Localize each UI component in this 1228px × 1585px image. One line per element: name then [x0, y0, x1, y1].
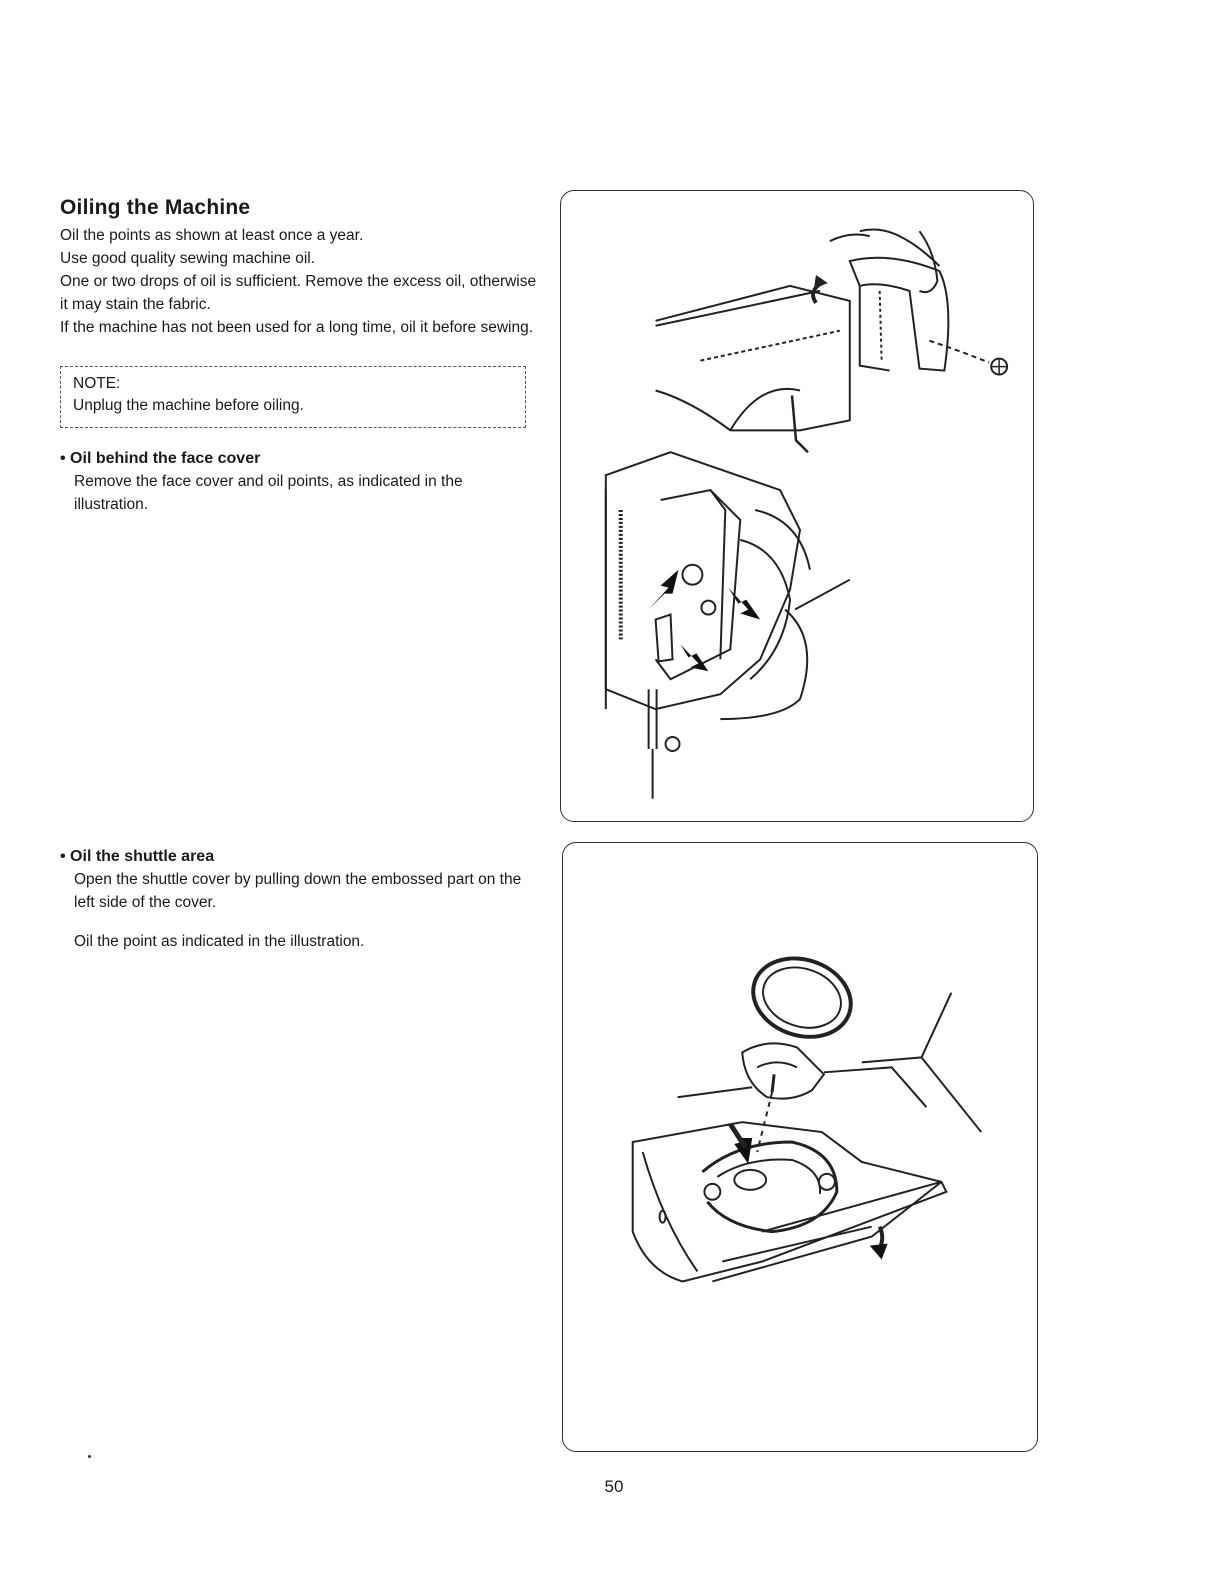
- section-shuttle-area: [60, 846, 530, 953]
- section-paragraph: Remove the face cover and oil points, as indicated in the illustration.: [74, 473, 463, 513]
- shuttle-area-oiling-illustration: [563, 843, 1037, 1451]
- section-paragraph: Oil the point as indicated in the illustration.: [74, 933, 365, 950]
- face-cover-oiling-illustration: [561, 191, 1033, 821]
- section-heading: • Oil the shuttle area: [60, 848, 215, 865]
- intro-line: One or two drops of oil is sufficient. Remove the excess oil, otherwise it may stain the fabric.: [60, 273, 537, 313]
- section-heading: • Oil behind the face cover: [60, 450, 261, 467]
- face-cover-figure: [560, 190, 1034, 822]
- note-box: [60, 366, 526, 428]
- shuttle-area-figure: [562, 842, 1038, 1452]
- intro-text: [60, 224, 540, 339]
- page-number: 50: [604, 1477, 624, 1496]
- note-title: NOTE:: [73, 375, 121, 392]
- section-paragraph: Open the shuttle cover by pulling down the embossed part on the left side of the cover.: [74, 871, 522, 911]
- page-title: Oiling the Machine: [60, 196, 251, 219]
- intro-line: Oil the points as shown at least once a year.: [60, 227, 364, 244]
- intro-line: If the machine has not been used for a long time, oil it before sewing.: [60, 319, 534, 336]
- section-face-cover: [60, 448, 530, 516]
- note-text: Unplug the machine before oiling.: [73, 397, 304, 414]
- intro-line: Use good quality sewing machine oil.: [60, 250, 316, 267]
- scan-speck: [88, 1455, 91, 1458]
